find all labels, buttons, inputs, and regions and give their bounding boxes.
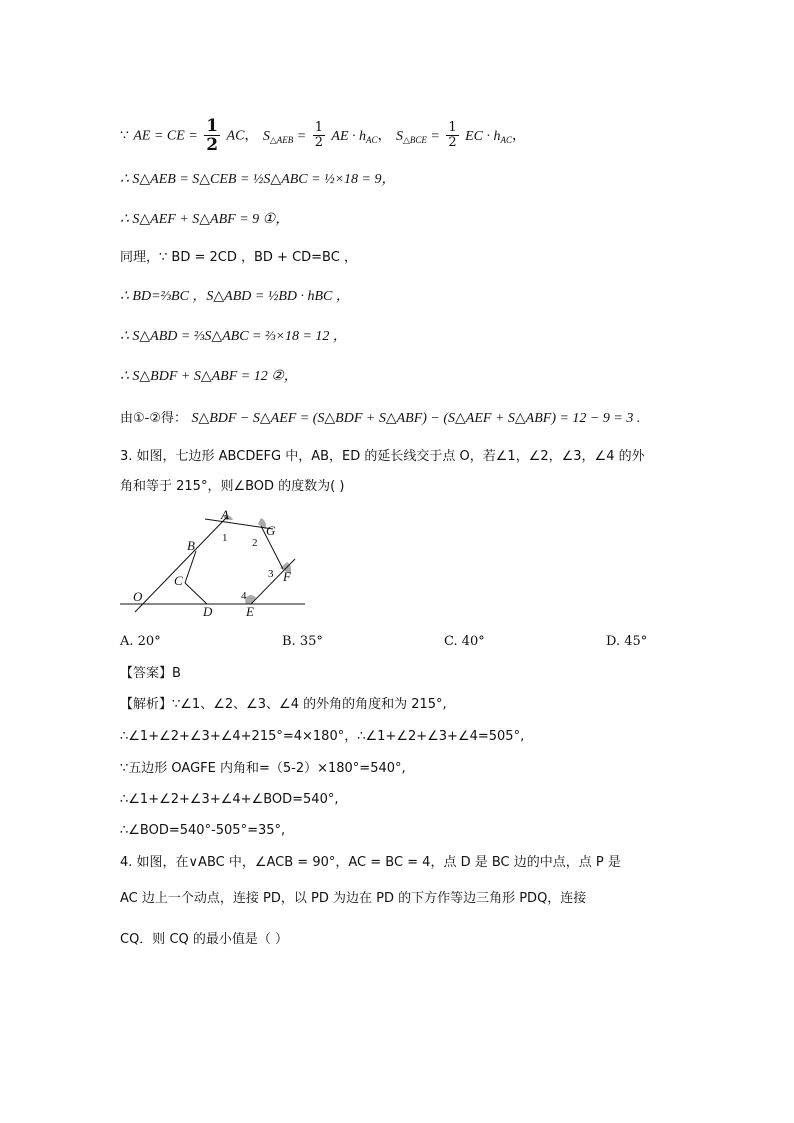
q3-answer: 【答案】B	[120, 666, 181, 681]
q3-analysis-4: ∴∠1+∠2+∠3+∠4+∠BOD=540°,	[120, 792, 339, 807]
solution-line-3: ∴ S△AEF + S△ABF = 9 ①，	[120, 212, 290, 227]
q3-stem-line-1: 3. 如图，七边形 ABCDEFG 中，AB，ED 的延长线交于点 O，若∠1，∠2，∠3，∠4 的外	[120, 449, 645, 464]
area-bce-formula: $S_{\triangle BCE}$ =	[396, 128, 440, 145]
area-aeb-formula: $S_{\triangle AEB}$ =	[262, 128, 307, 145]
option-c: C. 40°	[444, 634, 485, 649]
because-symbol: ∵	[120, 127, 129, 144]
q3-analysis-1: 【解析】∵∠1、∠2、∠3、∠4 的外角的角度和为 215°,	[120, 697, 447, 712]
angle-label-4: 4	[241, 590, 247, 602]
equation-ae-ce: AE = CE =	[133, 128, 198, 144]
fraction-one-half: $\frac{1}{2}$	[206, 116, 219, 155]
segment-bc	[185, 551, 196, 583]
label-O: O	[133, 589, 143, 604]
q3-stem-line-2: 角和等于 215°，则∠BOD 的度数为( )	[120, 479, 345, 494]
derive-expression: S△BDF − S△AEF = (S△BDF + S△ABF) − (S△AEF + S△ABF) = 12 − 9 = 3 .	[191, 411, 641, 426]
angle-label-2: 2	[252, 537, 258, 549]
solution-line-1: ∵ AE = CE = $\frac{1}{2}$ AC， $S_{\triangle AEB}$ = $\frac{1}{2}$ AE · $h_{AC}$， $S_{\triangle BCE}$ = $\frac{1}{2}$ EC · $h_{AC}$，	[120, 116, 526, 155]
solution-line-2: ∴ S△AEB = S△CEB = ½S△ABC = ½×18 = 9，	[120, 172, 396, 187]
line-oa	[135, 517, 227, 612]
solution-line-8	[120, 408, 640, 429]
solution-line-4: 同理，∵ BD = 2CD ，BD + CD=BC ，	[120, 250, 357, 265]
option-a: A. 20°	[120, 634, 161, 649]
angle-4-sector	[245, 595, 256, 604]
heptagon-figure	[115, 505, 315, 620]
q4-stem-line-2: AC 边上一个动点，连接 PD，以 PD 为边在 PD 的下方作等边三角形 PDQ，连接	[120, 891, 587, 906]
label-D: D	[203, 604, 213, 619]
q3-analysis-3: ∵五边形 OAGFE 内角和=（5-2）×180°=540°,	[120, 761, 406, 776]
angle-label-1: 1	[222, 532, 228, 544]
fraction-half-a: $\frac{1}{2}$	[314, 120, 323, 150]
q3-analysis-5: ∴∠BOD=540°-505°=35°,	[120, 823, 286, 838]
segment-ac: AC	[226, 128, 245, 144]
q4-stem-line-3: CQ．则 CQ 的最小值是（ ）	[120, 932, 289, 947]
option-d: D. 45°	[606, 634, 648, 649]
label-E: E	[246, 604, 254, 619]
fraction-half-b: $\frac{1}{2}$	[448, 120, 457, 150]
derive-label: 由①-②得：	[120, 411, 187, 426]
solution-line-7: ∴ S△BDF + S△ABF = 12 ②，	[120, 369, 298, 384]
q3-analysis-2: ∴∠1+∠2+∠3+∠4+215°=4×180°，∴∠1+∠2+∠3+∠4=505°,	[120, 729, 525, 744]
segment-cd	[185, 583, 207, 604]
solution-line-6: ∴ S△ABD = ⅔S△ABC = ⅔×18 = 12 ，	[120, 329, 347, 344]
label-A: A	[221, 507, 229, 522]
label-F: F	[283, 569, 291, 584]
q4-stem-line-1: 4. 如图，在∨ABC 中，∠ACB = 90°，AC = BC = 4，点 D 是 BC 边的中点，点 P 是	[120, 855, 621, 870]
label-B: B	[187, 538, 195, 553]
solution-line-5: ∴ BD=⅔BC ，S△ABD = ½BD · hBC ，	[120, 289, 350, 304]
angle-label-3: 3	[268, 568, 274, 580]
label-G: G	[266, 523, 276, 538]
option-b: B. 35°	[282, 634, 323, 649]
label-C: C	[174, 573, 183, 588]
